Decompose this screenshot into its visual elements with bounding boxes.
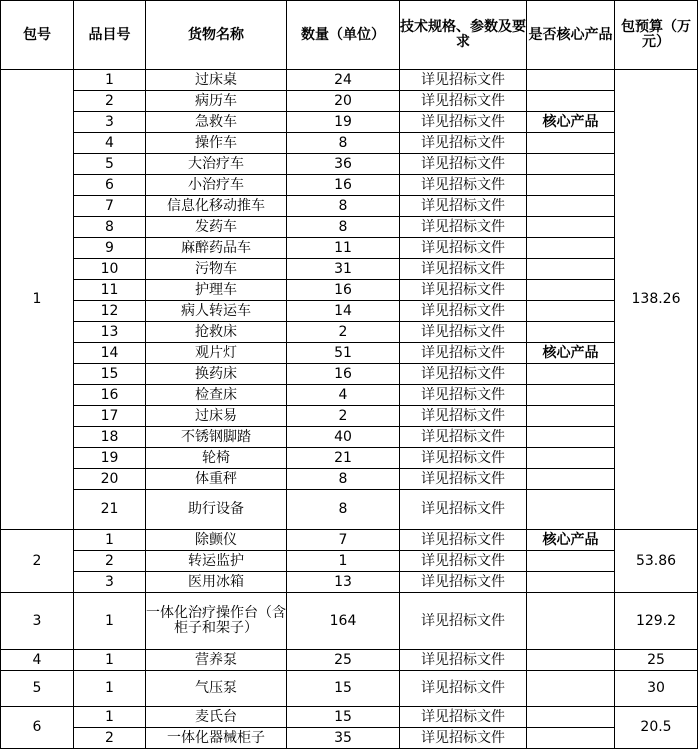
- table-row: [1, 650, 698, 671]
- item-qty: 4: [287, 385, 400, 406]
- item-no: 6: [74, 175, 146, 196]
- table-row: [1, 469, 698, 490]
- item-name: 转运监护: [146, 551, 287, 572]
- package-budget: 129.2: [615, 593, 698, 650]
- core-flag: [527, 469, 615, 490]
- core-flag: [527, 154, 615, 175]
- table-row: [1, 385, 698, 406]
- item-spec: 详见招标文件: [400, 154, 527, 175]
- item-spec: 详见招标文件: [400, 530, 527, 551]
- table-row: [1, 280, 698, 301]
- item-qty: 2: [287, 406, 400, 427]
- item-no: 13: [74, 322, 146, 343]
- header-spec: 技术规格、参数及要求: [400, 1, 527, 70]
- table-row: [1, 671, 698, 707]
- item-spec: 详见招标文件: [400, 551, 527, 572]
- package-budget: 20.5: [615, 707, 698, 749]
- item-name: 轮椅: [146, 448, 287, 469]
- package-id: 1: [1, 70, 74, 530]
- item-no: 16: [74, 385, 146, 406]
- core-flag: [527, 728, 615, 749]
- item-no: 1: [74, 671, 146, 707]
- item-qty: 8: [287, 217, 400, 238]
- item-qty: 21: [287, 448, 400, 469]
- core-flag: [527, 551, 615, 572]
- header-budget: 包预算（万元）: [615, 1, 698, 70]
- table-row: [1, 175, 698, 196]
- item-qty: 36: [287, 154, 400, 175]
- core-flag: [527, 301, 615, 322]
- core-flag: [527, 385, 615, 406]
- item-qty: 24: [287, 70, 400, 91]
- package-budget: 25: [615, 650, 698, 671]
- table-row: [1, 448, 698, 469]
- item-spec: 详见招标文件: [400, 572, 527, 593]
- item-name: 一体化器械柜子: [146, 728, 287, 749]
- item-spec: 详见招标文件: [400, 343, 527, 364]
- header-name: 货物名称: [146, 1, 287, 70]
- item-no: 14: [74, 343, 146, 364]
- item-qty: 51: [287, 343, 400, 364]
- table-row: [1, 259, 698, 280]
- item-qty: 16: [287, 280, 400, 301]
- item-spec: 详见招标文件: [400, 728, 527, 749]
- core-flag: [527, 175, 615, 196]
- item-spec: 详见招标文件: [400, 385, 527, 406]
- table-row: [1, 322, 698, 343]
- table-row: [1, 728, 698, 749]
- table-row: [1, 196, 698, 217]
- table-row: [1, 707, 698, 728]
- item-no: 7: [74, 196, 146, 217]
- table-row: [1, 551, 698, 572]
- item-spec: 详见招标文件: [400, 490, 527, 530]
- item-spec: 详见招标文件: [400, 259, 527, 280]
- item-spec: 详见招标文件: [400, 671, 527, 707]
- item-no: 1: [74, 650, 146, 671]
- core-flag: [527, 448, 615, 469]
- item-no: 15: [74, 364, 146, 385]
- table-row: [1, 364, 698, 385]
- item-name: 操作车: [146, 133, 287, 154]
- item-qty: 7: [287, 530, 400, 551]
- core-flag: [527, 70, 615, 91]
- core-flag: [527, 427, 615, 448]
- core-flag: 核心产品: [527, 343, 615, 364]
- item-no: 1: [74, 707, 146, 728]
- item-spec: 详见招标文件: [400, 650, 527, 671]
- core-flag: 核心产品: [527, 530, 615, 551]
- package-id: 6: [1, 707, 74, 749]
- item-qty: 15: [287, 671, 400, 707]
- item-spec: 详见招标文件: [400, 406, 527, 427]
- item-qty: 16: [287, 364, 400, 385]
- item-name: 小治疗车: [146, 175, 287, 196]
- core-flag: [527, 280, 615, 301]
- core-flag: [527, 259, 615, 280]
- item-spec: 详见招标文件: [400, 707, 527, 728]
- item-name: 发药车: [146, 217, 287, 238]
- core-flag: 核心产品: [527, 112, 615, 133]
- package-id: 4: [1, 650, 74, 671]
- item-qty: 19: [287, 112, 400, 133]
- item-qty: 16: [287, 175, 400, 196]
- item-no: 2: [74, 91, 146, 112]
- item-no: 10: [74, 259, 146, 280]
- item-spec: 详见招标文件: [400, 280, 527, 301]
- table-row: [1, 154, 698, 175]
- item-qty: 8: [287, 196, 400, 217]
- item-no: 5: [74, 154, 146, 175]
- table-row: [1, 70, 698, 91]
- item-qty: 31: [287, 259, 400, 280]
- item-spec: 详见招标文件: [400, 322, 527, 343]
- item-qty: 8: [287, 133, 400, 154]
- core-flag: [527, 671, 615, 707]
- header-row: [1, 1, 698, 70]
- header-item-no: 品目号: [74, 1, 146, 70]
- item-spec: 详见招标文件: [400, 301, 527, 322]
- item-name: 病人转运车: [146, 301, 287, 322]
- core-flag: [527, 593, 615, 650]
- item-name: 麦氏台: [146, 707, 287, 728]
- item-spec: 详见招标文件: [400, 238, 527, 259]
- core-flag: [527, 364, 615, 385]
- item-spec: 详见招标文件: [400, 364, 527, 385]
- item-no: 17: [74, 406, 146, 427]
- item-name: 抢救床: [146, 322, 287, 343]
- item-name: 医用冰箱: [146, 572, 287, 593]
- core-flag: [527, 406, 615, 427]
- table-row: [1, 427, 698, 448]
- item-name: 麻醉药品车: [146, 238, 287, 259]
- item-no: 3: [74, 112, 146, 133]
- package-id: 3: [1, 593, 74, 650]
- core-flag: [527, 490, 615, 530]
- item-name: 检查床: [146, 385, 287, 406]
- item-qty: 2: [287, 322, 400, 343]
- item-spec: 详见招标文件: [400, 427, 527, 448]
- item-no: 9: [74, 238, 146, 259]
- core-flag: [527, 650, 615, 671]
- table-row: [1, 572, 698, 593]
- item-spec: 详见招标文件: [400, 196, 527, 217]
- item-name: 除颤仪: [146, 530, 287, 551]
- item-name: 过床桌: [146, 70, 287, 91]
- header-core: 是否核心产品: [527, 1, 615, 70]
- table-row: [1, 301, 698, 322]
- core-flag: [527, 196, 615, 217]
- header-pkg: 包号: [1, 1, 74, 70]
- item-name: 信息化移动推车: [146, 196, 287, 217]
- item-spec: 详见招标文件: [400, 175, 527, 196]
- package-budget: 138.26: [615, 70, 698, 530]
- package-budget: 53.86: [615, 530, 698, 593]
- item-name: 营养泵: [146, 650, 287, 671]
- core-flag: [527, 217, 615, 238]
- item-name: 观片灯: [146, 343, 287, 364]
- core-flag: [527, 572, 615, 593]
- item-no: 8: [74, 217, 146, 238]
- item-no: 1: [74, 593, 146, 650]
- item-qty: 40: [287, 427, 400, 448]
- header-qty: 数量（单位）: [287, 1, 400, 70]
- item-qty: 25: [287, 650, 400, 671]
- package-budget: 30: [615, 671, 698, 707]
- item-spec: 详见招标文件: [400, 112, 527, 133]
- item-name: 不锈钢脚踏: [146, 427, 287, 448]
- table-body: [1, 70, 698, 749]
- item-name: 体重秤: [146, 469, 287, 490]
- item-spec: 详见招标文件: [400, 448, 527, 469]
- item-qty: 35: [287, 728, 400, 749]
- item-qty: 15: [287, 707, 400, 728]
- item-no: 12: [74, 301, 146, 322]
- item-qty: 164: [287, 593, 400, 650]
- item-name: 病历车: [146, 91, 287, 112]
- item-spec: 详见招标文件: [400, 469, 527, 490]
- item-qty: 14: [287, 301, 400, 322]
- item-name: 护理车: [146, 280, 287, 301]
- table-row: [1, 217, 698, 238]
- item-name: 换药床: [146, 364, 287, 385]
- table-row: [1, 112, 698, 133]
- item-spec: 详见招标文件: [400, 133, 527, 154]
- item-no: 19: [74, 448, 146, 469]
- item-no: 1: [74, 70, 146, 91]
- table-row: [1, 238, 698, 259]
- item-qty: 20: [287, 91, 400, 112]
- core-flag: [527, 133, 615, 154]
- item-no: 4: [74, 133, 146, 154]
- table-row: [1, 593, 698, 650]
- item-name: 过床易: [146, 406, 287, 427]
- core-flag: [527, 707, 615, 728]
- item-name: 污物车: [146, 259, 287, 280]
- package-id: 2: [1, 530, 74, 593]
- item-qty: 11: [287, 238, 400, 259]
- item-name: 一体化治疗操作台（含柜子和架子）: [146, 593, 287, 650]
- item-no: 20: [74, 469, 146, 490]
- core-flag: [527, 238, 615, 259]
- item-spec: 详见招标文件: [400, 70, 527, 91]
- item-no: 21: [74, 490, 146, 530]
- table-row: [1, 343, 698, 364]
- item-qty: 13: [287, 572, 400, 593]
- table-row: [1, 490, 698, 530]
- item-name: 大治疗车: [146, 154, 287, 175]
- core-flag: [527, 322, 615, 343]
- item-no: 18: [74, 427, 146, 448]
- item-no: 2: [74, 551, 146, 572]
- item-no: 2: [74, 728, 146, 749]
- core-flag: [527, 91, 615, 112]
- table-row: [1, 91, 698, 112]
- item-qty: 8: [287, 490, 400, 530]
- table-row: [1, 133, 698, 154]
- item-name: 急救车: [146, 112, 287, 133]
- table-row: [1, 406, 698, 427]
- item-spec: 详见招标文件: [400, 217, 527, 238]
- item-name: 助行设备: [146, 490, 287, 530]
- item-qty: 1: [287, 551, 400, 572]
- item-spec: 详见招标文件: [400, 593, 527, 650]
- item-name: 气压泵: [146, 671, 287, 707]
- item-spec: 详见招标文件: [400, 91, 527, 112]
- item-no: 1: [74, 530, 146, 551]
- table-row: [1, 530, 698, 551]
- package-id: 5: [1, 671, 74, 707]
- item-qty: 8: [287, 469, 400, 490]
- item-no: 3: [74, 572, 146, 593]
- item-no: 11: [74, 280, 146, 301]
